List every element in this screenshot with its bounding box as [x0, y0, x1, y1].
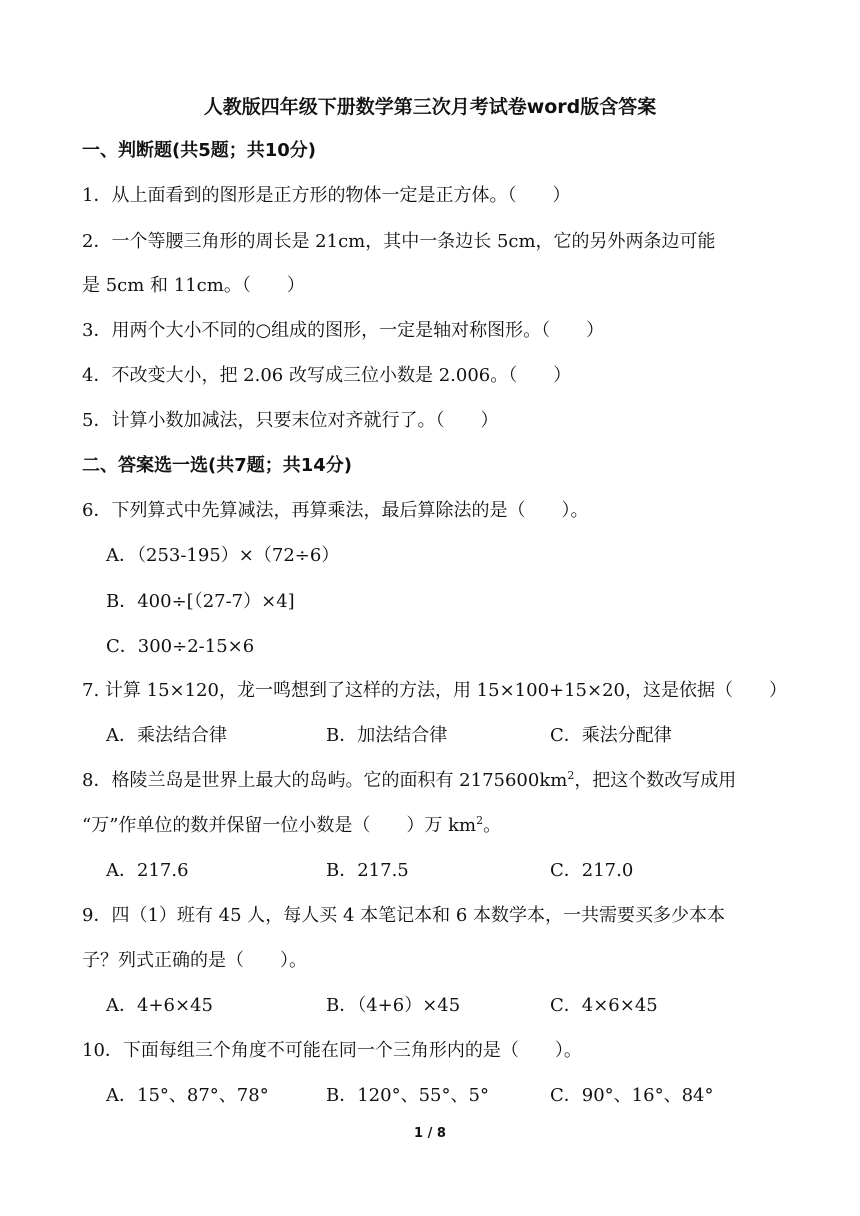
question-8-option-b: B．217.5 — [326, 860, 409, 881]
question-3: 3．用两个大小不同的○组成的图形，一定是轴对称图形。（ ） — [82, 320, 605, 341]
question-1: 1．从上面看到的图形是正方形的物体一定是正方体。（ ） — [82, 185, 571, 206]
question-10-option-a: A．15°、87°、78° — [106, 1085, 269, 1106]
section-heading-judgement: 一、判断题(共5题；共10分) — [82, 140, 317, 161]
question-10-option-c: C．90°、16°、84° — [550, 1085, 714, 1106]
section-heading-choice: 二、答案选一选(共7题；共14分) — [82, 455, 353, 476]
question-8-line-2 — [82, 814, 501, 838]
page-number: 1 / 8 — [414, 1126, 446, 1141]
question-8-line-1-text: 8．格陵兰岛是世界上最大的岛屿。它的面积有 2175600km — [82, 770, 568, 791]
question-9-option-c: C．4×6×45 — [550, 995, 658, 1016]
question-10-option-b: B．120°、55°、5° — [326, 1085, 489, 1106]
question-7-option-a: A．乘法结合律 — [106, 725, 227, 746]
question-7: 7. 计算 15×120，龙一鸣想到了这样的方法，用 15×100+15×20，这是依据（ ） — [82, 680, 787, 701]
superscript-2: 2 — [567, 769, 575, 782]
question-9-option-a: A．4+6×45 — [106, 995, 213, 1016]
question-8-line-1 — [82, 769, 736, 793]
document-title: 人教版四年级下册数学第三次月考试卷word版含答案 — [203, 96, 657, 118]
question-6: 6．下列算式中先算减法，再算乘法，最后算除法的是（ ）。 — [82, 500, 589, 521]
question-10: 10．下面每组三个角度不可能在同一个三角形内的是（ ）。 — [82, 1040, 582, 1061]
question-5: 5．计算小数加减法，只要末位对齐就行了。（ ） — [82, 410, 499, 431]
question-8-line-2-tail: 。 — [483, 815, 502, 836]
question-9-option-b: B．（4+6）×45 — [326, 995, 461, 1016]
question-2-line-2: 是 5cm 和 11cm。（ ） — [82, 275, 305, 296]
question-6-option-b: B．400÷[（27-7）×4] — [106, 591, 295, 612]
question-7-option-c: C．乘法分配律 — [550, 725, 672, 746]
question-7-option-b: B．加法结合律 — [326, 725, 448, 746]
question-8-line-1-tail: ，把这个数改写成用 — [574, 770, 737, 791]
question-6-option-a: A．（253-195）×（72÷6） — [106, 545, 340, 566]
question-2-line-1: 2．一个等腰三角形的周长是 21cm，其中一条边长 5cm，它的另外两条边可能 — [82, 231, 716, 252]
question-6-option-c: C．300÷2-15×6 — [106, 636, 255, 657]
question-8-option-a: A．217.6 — [106, 860, 189, 881]
question-9-line-1: 9．四（1）班有 45 人，每人买 4 本笔记本和 6 本数学本，一共需要买多少本本 — [82, 905, 726, 926]
question-4: 4．不改变大小，把 2.06 改写成三位小数是 2.006。（ ） — [82, 365, 572, 386]
superscript-2: 2 — [476, 814, 484, 827]
question-8-line-2-text: “万”作单位的数并保留一位小数是（ ）万 km — [82, 815, 477, 836]
question-9-line-2: 子？列式正确的是（ ）。 — [82, 950, 307, 971]
question-8-option-c: C．217.0 — [550, 860, 634, 881]
